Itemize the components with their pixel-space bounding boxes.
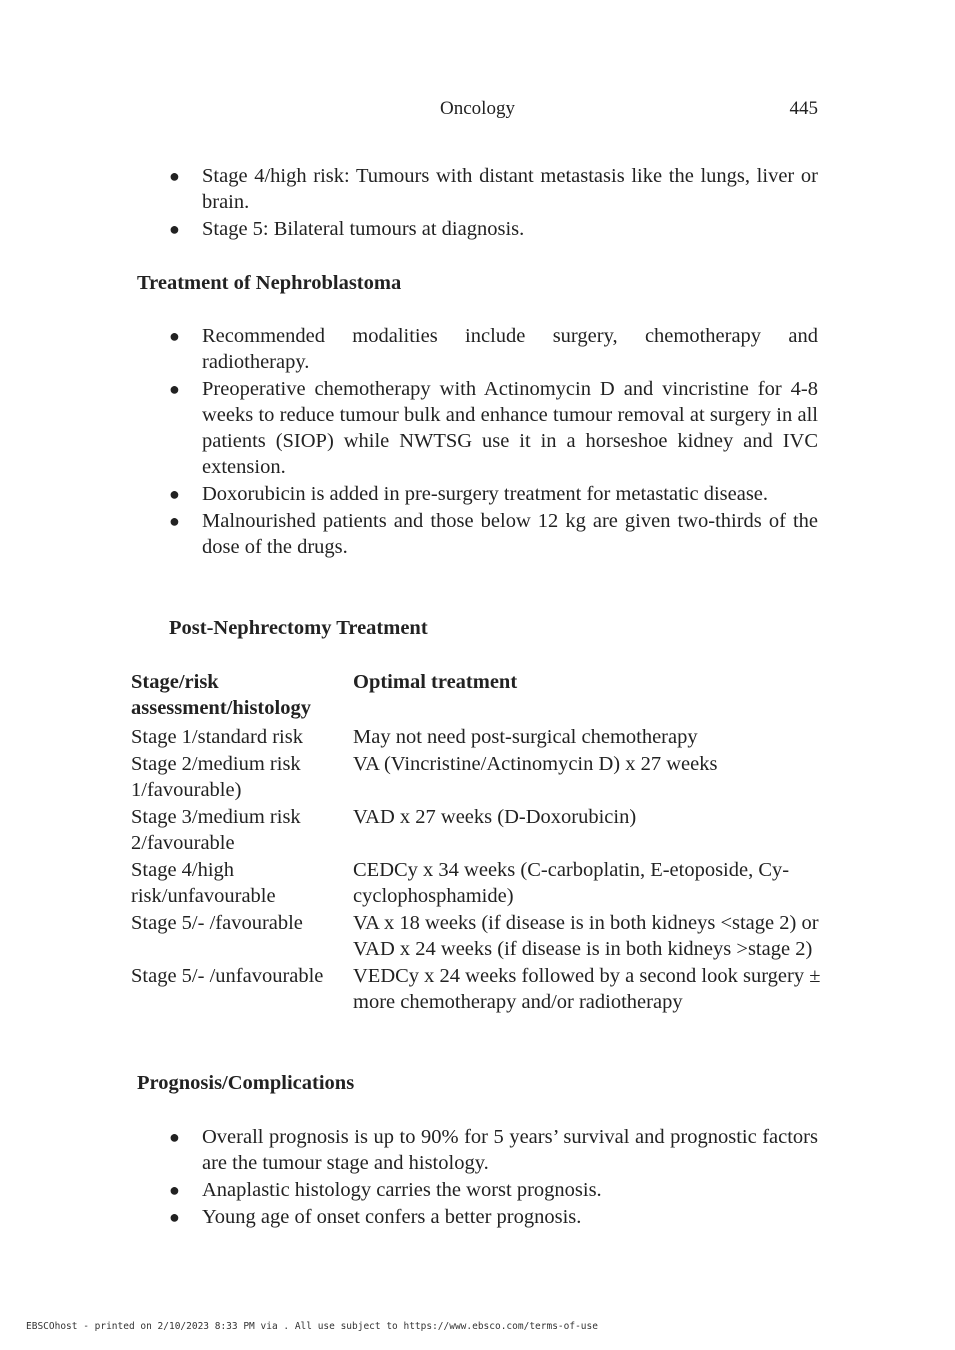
list-item [167, 376, 818, 480]
bullet-text: Doxorubicin is added in pre-surgery treatment for metastatic disease. [202, 483, 769, 505]
treatment-bullet-list [167, 323, 818, 561]
list-item [167, 1124, 818, 1176]
bullet-text: Young age of onset confers a better prognosis. [202, 1206, 582, 1228]
bullet-icon: ● [169, 166, 180, 186]
table-row [131, 963, 823, 1016]
bullet-icon: ● [169, 326, 180, 346]
ebsco-footer: EBSCOhost - printed on 2/10/2023 8:33 PM via . All use subject to https://www.ebsco.com/terms-of-use [26, 1321, 598, 1332]
table-row [131, 857, 823, 910]
list-item [167, 323, 818, 375]
page-number: 445 [789, 98, 818, 119]
table-header-row [131, 669, 823, 724]
table-cell-treatment: VAD x 27 weeks (D-Doxorubicin) [353, 806, 637, 828]
bullet-text: Stage 4/high risk: Tumours with distant metastasis like the lungs, liver or brain. [202, 165, 818, 213]
bullet-icon: ● [169, 219, 180, 239]
table-cell-treatment: CEDCy x 34 weeks (C-carboplatin, E-etoposide, Cy-cyclophosphamide) [353, 859, 790, 907]
table-cell-stage: Stage 5/- /favourable [131, 912, 303, 934]
prognosis-heading: Prognosis/Complications [137, 1072, 355, 1094]
bullet-icon: ● [169, 1180, 180, 1200]
table-cell-stage: Stage 3/medium risk 2/favourable [131, 806, 301, 854]
table-row [131, 724, 823, 751]
table-cell-stage: Stage 1/standard risk [131, 726, 303, 748]
table-cell-stage: Stage 5/- /unfavourable [131, 965, 324, 987]
table-cell-treatment: VEDCy x 24 weeks followed by a second look surgery ± more chemotherapy and/or radiotherapy [353, 965, 821, 1013]
post-nephrectomy-heading: Post-Nephrectomy Treatment [169, 617, 428, 639]
table-cell-stage: Stage 2/medium risk 1/favourable) [131, 753, 301, 801]
bullet-icon: ● [169, 1207, 180, 1227]
bullet-icon: ● [169, 379, 180, 399]
column-header-treatment: Optimal treatment [353, 671, 518, 693]
table-cell-treatment: VA x 18 weeks (if disease is in both kidneys <stage 2) or VAD x 24 weeks (if disease is in both kidneys >stage 2) [353, 912, 819, 960]
column-header-stage: Stage/risk assessment/histology [131, 671, 311, 719]
bullet-text: Preoperative chemotherapy with Actinomycin D and vincristine for 4-8 weeks to reduce tumour bulk and enhance tumour removal at surgery in all patients (SIOP) while NWTSG use it in a horseshoe kidney and IVC extension. [202, 378, 818, 478]
intro-bullet-list [167, 163, 818, 243]
prognosis-bullet-list [167, 1124, 818, 1231]
bullet-text: Malnourished patients and those below 12 kg are given two-thirds of the dose of the drugs. [202, 510, 818, 558]
table-cell-stage: Stage 4/high risk/unfavourable [131, 859, 276, 907]
bullet-icon: ● [169, 1127, 180, 1147]
running-head-title: Oncology [440, 98, 515, 119]
treatment-heading: Treatment of Nephroblastoma [137, 272, 402, 294]
list-item [167, 1204, 818, 1230]
bullet-text: Overall prognosis is up to 90% for 5 years’ survival and prognostic factors are the tumour stage and histology. [202, 1126, 818, 1174]
list-item [167, 216, 818, 242]
list-item [167, 508, 818, 560]
bullet-text: Anaplastic histology carries the worst prognosis. [202, 1179, 602, 1201]
table-row [131, 751, 823, 804]
table-cell-treatment: VA (Vincristine/Actinomycin D) x 27 weeks [353, 753, 718, 775]
treatment-table [131, 669, 823, 1016]
bullet-icon: ● [169, 511, 180, 531]
table-row [131, 910, 823, 963]
bullet-icon: ● [169, 484, 180, 504]
list-item [167, 1177, 818, 1203]
list-item [167, 163, 818, 215]
bullet-text: Stage 5: Bilateral tumours at diagnosis. [202, 218, 525, 240]
list-item [167, 481, 818, 507]
running-head [0, 96, 955, 122]
table-cell-treatment: May not need post-surgical chemotherapy [353, 726, 698, 748]
bullet-text: Recommended modalities include surgery, chemotherapy and radiotherapy. [202, 325, 818, 373]
table-row [131, 804, 823, 857]
